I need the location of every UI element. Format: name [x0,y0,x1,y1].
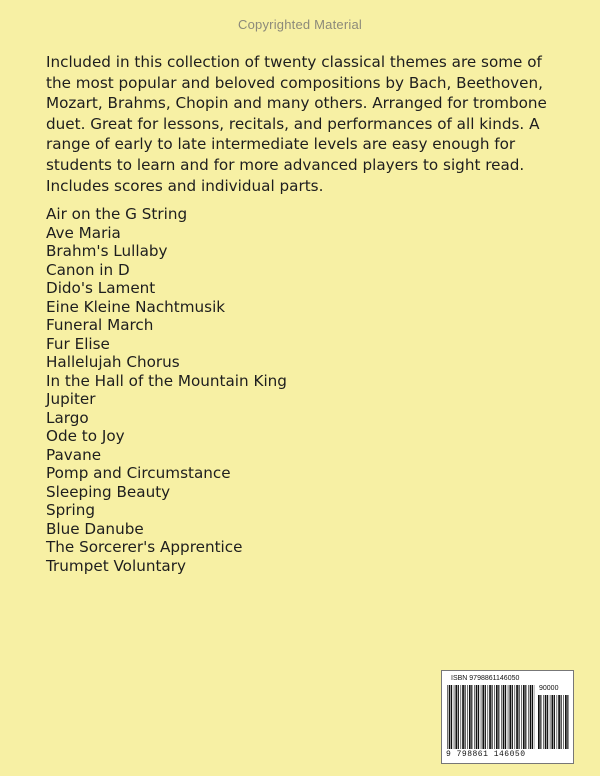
barcode-bars-icon [447,685,535,751]
track-item: Blue Danube [46,519,144,538]
track-item: The Sorcerer's Apprentice [46,538,243,556]
track-item: Pomp and Circumstance [46,464,231,482]
track-item: Dido's Lament [46,279,156,297]
track-item: Hallelujah Chorus [46,353,180,371]
track-item: Fur Elise [46,334,110,353]
track-item: Ave Maria [46,223,121,242]
book-description: Included in this collection of twenty classical themes are some of the most popular and beloved compositions by Bach, Beethoven, Mozart, Brahms, Chopin and many others. Arranged for trombone duet. Great for lessons, recitals, and performances of all kinds. A range of early to late intermediate levels are easy enough for students to learn and for more advanced players to sight read. Includes scores and individual parts. [46,53,547,195]
track-item: Spring [46,501,96,519]
track-item: Air on the G String [46,205,188,223]
isbn-barcode [441,670,574,764]
track-item: Brahm's Lullaby [46,242,168,260]
track-item: Funeral March [46,316,154,334]
track-item: Jupiter [46,390,96,408]
isbn-label: ISBN 9798861146050 [451,675,520,682]
track-item: Largo [46,408,89,427]
track-item: Ode to Joy [46,427,125,445]
track-item: In the Hall of the Mountain King [46,371,287,390]
barcode-addon-bars-icon [538,695,570,751]
track-item: Trumpet Voluntary [46,556,186,575]
copyright-watermark-top: Copyrighted Material [238,17,362,32]
track-item: Sleeping Beauty [46,482,171,501]
track-list [46,205,287,575]
barcode-digits: 9 798861 146050 [446,750,526,759]
price-code: 90000 [539,685,559,692]
track-item: Eine Kleine Nachtmusik [46,297,226,316]
track-item: Pavane [46,445,102,464]
track-item: Canon in D [46,260,130,279]
